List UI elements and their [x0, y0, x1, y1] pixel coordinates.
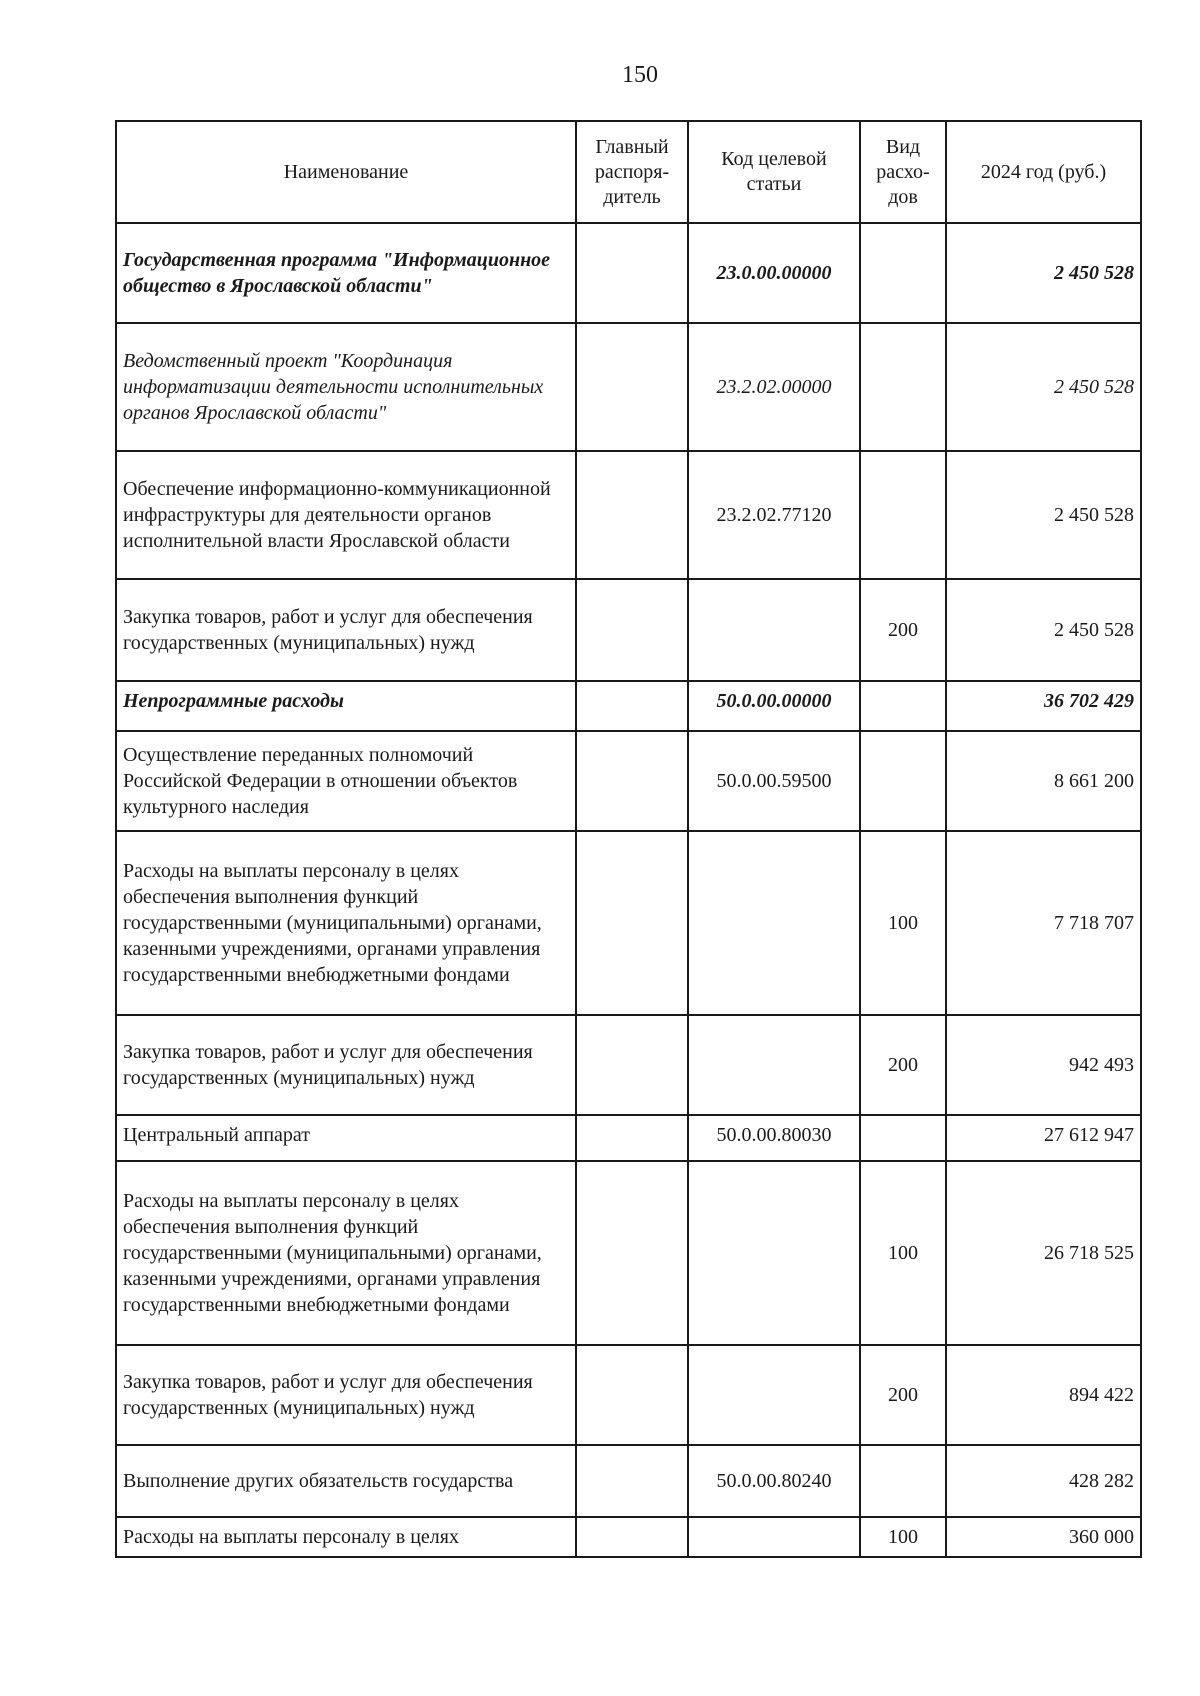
table-row	[116, 1015, 1141, 1115]
row-kind	[860, 451, 946, 579]
header-kind: Вид расхо-дов	[860, 121, 946, 223]
row-name: Центральный аппарат	[116, 1115, 576, 1161]
budget-table	[115, 120, 1142, 1558]
row-manager	[576, 1161, 688, 1345]
page-number: 150	[622, 62, 658, 88]
row-amount: 8 661 200	[946, 731, 1141, 831]
row-amount: 26 718 525	[946, 1161, 1141, 1345]
row-amount: 27 612 947	[946, 1115, 1141, 1161]
row-kind	[860, 731, 946, 831]
row-amount: 7 718 707	[946, 831, 1141, 1015]
table-header-row	[116, 121, 1141, 223]
row-name: Расходы на выплаты персоналу в целях обеспечения выполнения функций государственными (муниципальными) органами, казенными учреждениями, органами управления государственными внебюджетными фондами	[116, 831, 576, 1015]
table-row	[116, 831, 1141, 1015]
header-name: Наименование	[116, 121, 576, 223]
table-row	[116, 223, 1141, 323]
row-name: Обеспечение информационно-коммуникационной инфраструктуры для деятельности органов исполнительной власти Ярославской области	[116, 451, 576, 579]
row-name: Закупка товаров, работ и услуг для обеспечения государственных (муниципальных) нужд	[116, 1015, 576, 1115]
row-name: Осуществление переданных полномочий Российской Федерации в отношении объектов культурного наследия	[116, 731, 576, 831]
header-manager: Главный распоря-дитель	[576, 121, 688, 223]
row-amount: 2 450 528	[946, 579, 1141, 681]
table-row	[116, 579, 1141, 681]
row-name: Непрограммные расходы	[116, 681, 576, 731]
row-name: Государственная программа "Информационное общество в Ярославской области"	[116, 223, 576, 323]
row-manager	[576, 1345, 688, 1445]
row-name: Расходы на выплаты персоналу в целях	[116, 1517, 576, 1557]
row-code: 23.2.02.77120	[688, 451, 860, 579]
header-code: Код целевой статьи	[688, 121, 860, 223]
row-manager	[576, 1517, 688, 1557]
row-kind	[860, 323, 946, 451]
table-row	[116, 451, 1141, 579]
row-amount: 36 702 429	[946, 681, 1141, 731]
row-kind: 200	[860, 579, 946, 681]
row-amount: 428 282	[946, 1445, 1141, 1517]
row-amount: 2 450 528	[946, 223, 1141, 323]
row-manager	[576, 579, 688, 681]
row-code: 50.0.00.80030	[688, 1115, 860, 1161]
row-code: 50.0.00.59500	[688, 731, 860, 831]
row-code	[688, 1161, 860, 1345]
table-row	[116, 1517, 1141, 1557]
table-row	[116, 731, 1141, 831]
row-kind: 200	[860, 1345, 946, 1445]
table-row	[116, 323, 1141, 451]
row-amount: 2 450 528	[946, 451, 1141, 579]
row-manager	[576, 731, 688, 831]
table-row	[116, 1445, 1141, 1517]
row-code: 23.2.02.00000	[688, 323, 860, 451]
row-name: Расходы на выплаты персоналу в целях обеспечения выполнения функций государственными (муниципальными) органами, казенными учреждениями, органами управления государственными внебюджетными фондами	[116, 1161, 576, 1345]
row-amount: 942 493	[946, 1015, 1141, 1115]
row-code: 50.0.00.80240	[688, 1445, 860, 1517]
row-code: 23.0.00.00000	[688, 223, 860, 323]
row-kind	[860, 223, 946, 323]
row-kind	[860, 1445, 946, 1517]
row-manager	[576, 323, 688, 451]
row-code	[688, 1345, 860, 1445]
row-name: Выполнение других обязательств государства	[116, 1445, 576, 1517]
row-name: Закупка товаров, работ и услуг для обеспечения государственных (муниципальных) нужд	[116, 579, 576, 681]
row-name: Закупка товаров, работ и услуг для обеспечения государственных (муниципальных) нужд	[116, 1345, 576, 1445]
table-row	[116, 1161, 1141, 1345]
header-amount: 2024 год (руб.)	[946, 121, 1141, 223]
row-manager	[576, 451, 688, 579]
row-code: 50.0.00.00000	[688, 681, 860, 731]
row-amount: 360 000	[946, 1517, 1141, 1557]
row-manager	[576, 1445, 688, 1517]
row-code	[688, 1517, 860, 1557]
row-code	[688, 831, 860, 1015]
row-kind	[860, 681, 946, 731]
table-row	[116, 1345, 1141, 1445]
row-code	[688, 579, 860, 681]
table-row	[116, 1115, 1141, 1161]
row-name: Ведомственный проект "Координация информатизации деятельности исполнительных органов Ярославской области"	[116, 323, 576, 451]
row-kind	[860, 1115, 946, 1161]
row-kind: 100	[860, 1161, 946, 1345]
row-kind: 100	[860, 1517, 946, 1557]
row-kind: 200	[860, 1015, 946, 1115]
row-manager	[576, 1115, 688, 1161]
row-amount: 894 422	[946, 1345, 1141, 1445]
row-amount: 2 450 528	[946, 323, 1141, 451]
row-manager	[576, 223, 688, 323]
row-code	[688, 1015, 860, 1115]
row-manager	[576, 1015, 688, 1115]
table-row	[116, 681, 1141, 731]
row-kind: 100	[860, 831, 946, 1015]
row-manager	[576, 831, 688, 1015]
row-manager	[576, 681, 688, 731]
